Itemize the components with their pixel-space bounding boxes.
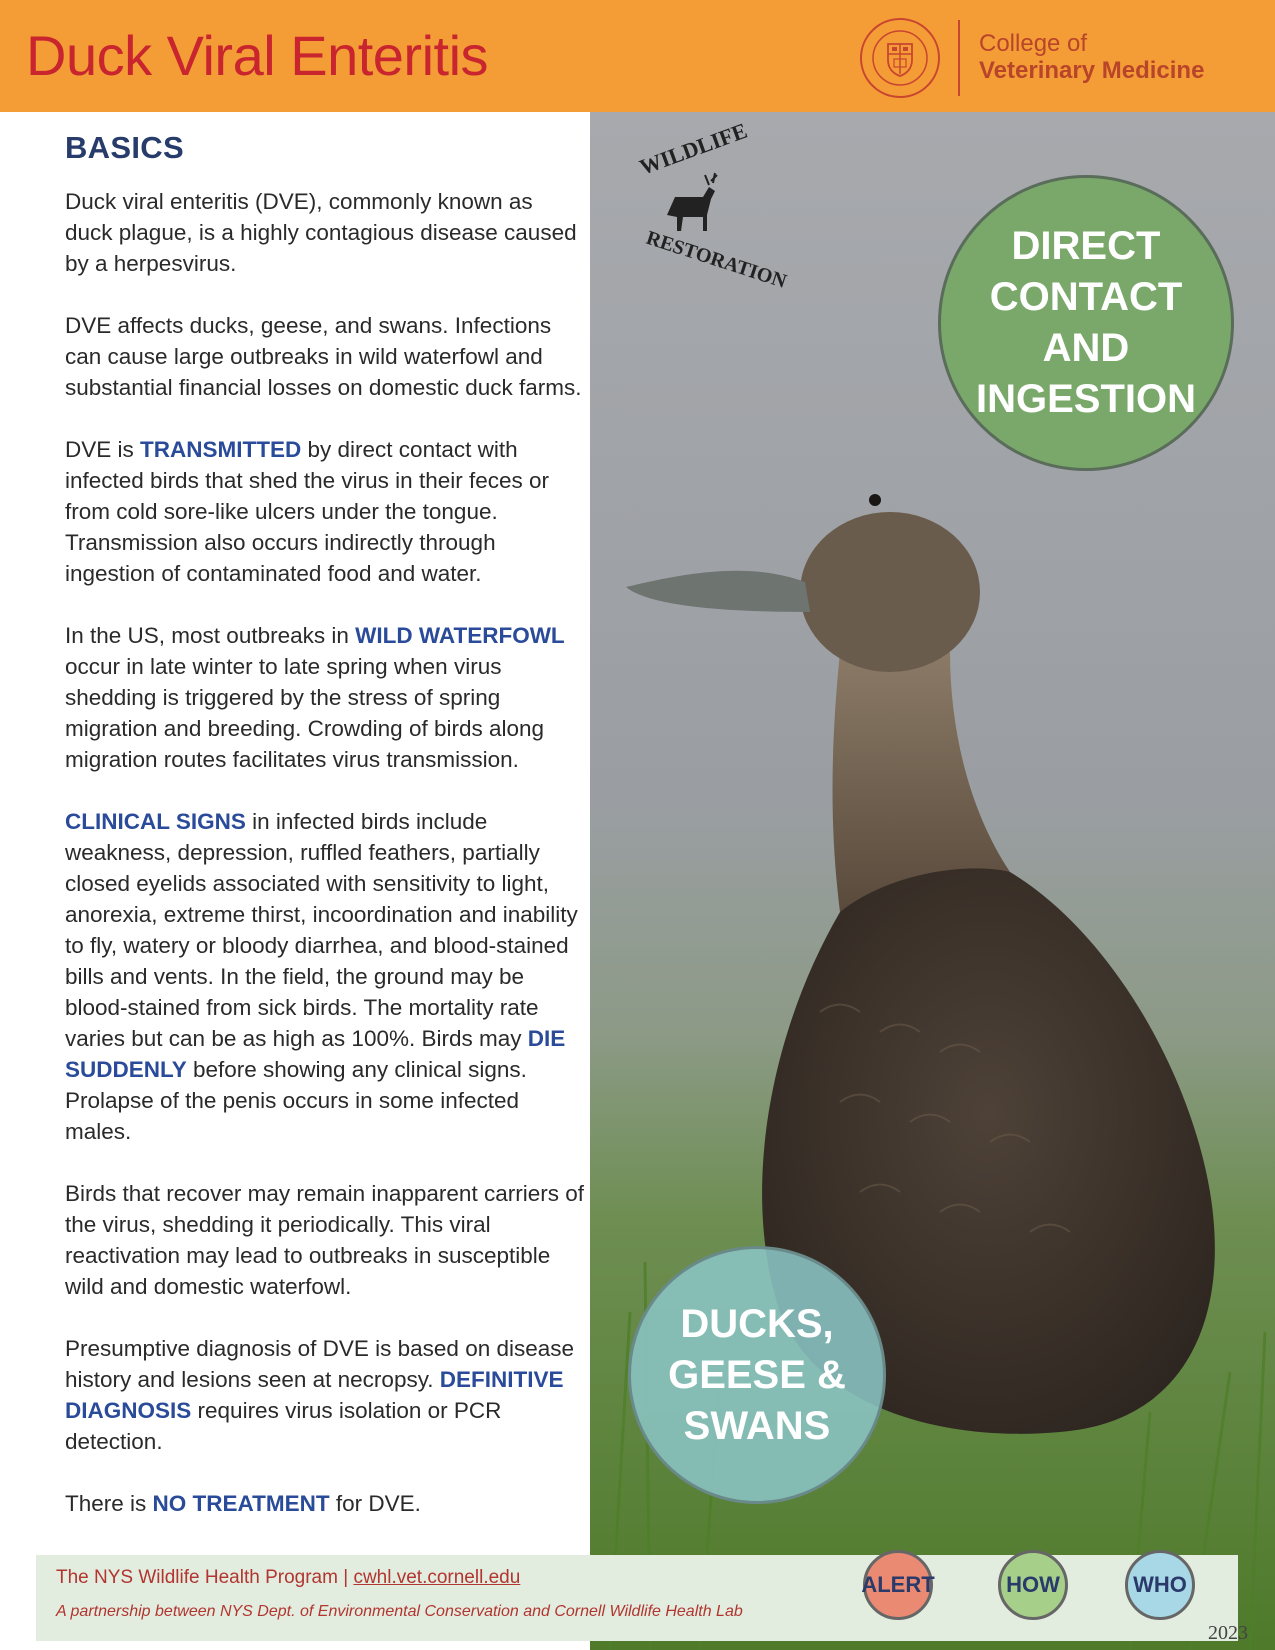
- text: DVE is: [65, 437, 141, 462]
- cornell-seal-logo: [858, 16, 942, 100]
- badge-line: DUCKS,: [680, 1301, 834, 1346]
- paragraph-diagnosis: [65, 1333, 585, 1457]
- transmission-badge: [938, 175, 1234, 471]
- text: There is: [65, 1491, 153, 1516]
- text: in infected birds include weakness, depression, ruffled feathers, partially closed eyelids associated with sensitivity to light, anorexia, extreme thirst, incoordination and inability to fly, watery or bloody diarrhea, and blood-stained bills and vents. In the field, the ground may be blood-stained from sick birds. The mortality rate varies but can be as high as 100%. Birds may: [65, 809, 578, 1051]
- paragraph-carriers: Birds that recover may remain inapparent carriers of the virus, shedding it periodically. This viral reactivation may lead to outbreaks in susceptible wild and domestic waterfowl.: [65, 1181, 584, 1299]
- badge-line: DIRECT: [1011, 224, 1161, 268]
- publication-year: 2023: [1208, 1622, 1248, 1644]
- text: before showing any clinical signs. Prolapse of the penis occurs in some infected males.: [65, 1057, 527, 1144]
- hosts-badge: [628, 1246, 886, 1504]
- wildlife-restoration-logo: [615, 117, 790, 293]
- badge-line: CONTACT: [989, 275, 1183, 319]
- keyword-die-suddenly: DIE SUDDENLY: [65, 1026, 566, 1082]
- text: by direct contact with infected birds that shed the virus in their feces or from cold sore-like ulcers under the tongue. Transmission also occurs indirectly through ingestion of contaminated food and water.: [65, 437, 550, 586]
- college-name-line2: Veterinary Medicine: [979, 57, 1205, 84]
- svg-text:RESTORATION: RESTORATION: [643, 226, 790, 293]
- keyword-no-treatment: NO TREATMENT: [152, 1491, 330, 1516]
- text: requires virus isolation or PCR detection.: [65, 1398, 502, 1454]
- page-header: [0, 0, 1275, 112]
- svg-text:WILDLIFE: WILDLIFE: [636, 117, 751, 180]
- paragraph-intro: Duck viral enteritis (DVE), commonly known as duck plague, is a highly contagious disease caused by a herpesvirus.: [65, 189, 577, 276]
- college-name-line1: College of: [979, 30, 1088, 57]
- separator: |: [337, 1567, 354, 1588]
- badge-line: SWANS: [683, 1403, 831, 1448]
- partnership-note: A partnership between NYS Dept. of Environmental Conservation and Cornell Wildlife Health Lab: [56, 1603, 743, 1620]
- basics-section: [65, 130, 585, 1550]
- keyword-transmitted: TRANSMITTED: [140, 437, 302, 462]
- keyword-definitive-diagnosis: DEFINITIVE DIAGNOSIS: [65, 1367, 564, 1423]
- how-button[interactable]: HOW: [998, 1550, 1068, 1620]
- who-button[interactable]: WHO: [1125, 1550, 1195, 1620]
- badge-line: AND: [1042, 326, 1130, 370]
- paragraph-wild-waterfowl: [65, 620, 585, 775]
- program-website-link[interactable]: cwhl.vet.cornell.edu: [353, 1567, 521, 1588]
- text: Presumptive diagnosis of DVE is based on disease history and lesions seen at necropsy.: [65, 1336, 575, 1392]
- badge-line: GEESE &: [668, 1352, 846, 1397]
- paragraph-transmission: [65, 434, 585, 589]
- alert-button[interactable]: ALERT: [863, 1550, 933, 1620]
- badge-line: INGESTION: [975, 377, 1197, 421]
- page-title: Duck Viral Enteritis: [26, 24, 489, 87]
- keyword-clinical-signs: CLINICAL SIGNS: [65, 809, 246, 834]
- program-name: The NYS Wildlife Health Program: [56, 1567, 338, 1588]
- text: In the US, most outbreaks in: [65, 623, 356, 648]
- footer-program-line: [56, 1567, 520, 1589]
- header-divider: [958, 20, 960, 96]
- keyword-wild-waterfowl: WILD WATERFOWL: [355, 623, 565, 648]
- text: for DVE.: [329, 1491, 421, 1516]
- section-heading: BASICS: [65, 130, 184, 165]
- paragraph-clinical-signs: [65, 806, 585, 1147]
- paragraph-treatment: [65, 1488, 585, 1519]
- paragraph-affected-species: DVE affects ducks, geese, and swans. Infections can cause large outbreaks in wild waterfowl and substantial financial losses on domestic duck farms.: [65, 313, 582, 400]
- text: occur in late winter to late spring when virus shedding is triggered by the stress of spring migration and breeding. Crowding of birds along migration routes facilitates virus transmission.: [65, 654, 545, 772]
